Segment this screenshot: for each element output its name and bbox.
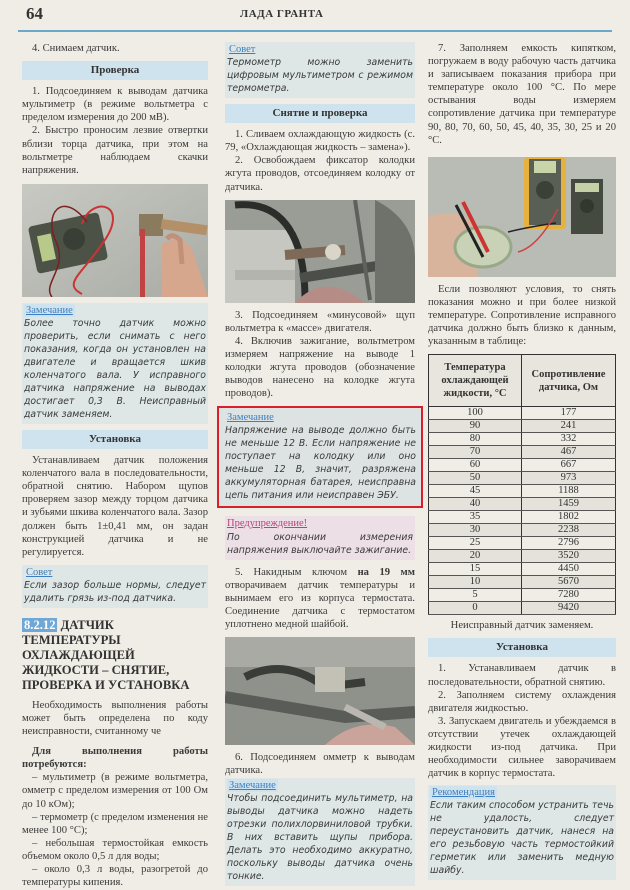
note-1-label: Замечание: [26, 304, 73, 316]
step-5-pre: 5. Накидным ключом: [235, 566, 358, 578]
cell-temperature: 25: [429, 537, 522, 550]
table-row: [429, 459, 616, 472]
cell-resistance: 5670: [522, 576, 616, 589]
photo-harness-connector: [225, 200, 415, 303]
highlighted-note: [217, 406, 423, 508]
recommendation-text: Если таким способом устранить течь не удалость, следует переустановить датчик, нанеся на его резьбовую часть термостойкий герметик или заменить медную шайбу.: [430, 800, 614, 877]
warning-text: По окончании измерения напряжения выключайте зажигание.: [227, 531, 413, 556]
sensor-removal-photo-image: [225, 637, 415, 745]
warning: [225, 516, 415, 559]
cell-resistance: 1459: [522, 498, 616, 511]
check-step-2: 2. Быстро проносим лезвие отвертки вблизи торца датчика, при этом на вольтметре наблюдаем скачки напряжения.: [22, 125, 208, 176]
note-1-text: Более точно датчик можно проверить, если снимать с него показания, когда он установлен на двигателе и вращается шкив коленчатого вала. У исправного датчика напряжение на выводах достигает 0,3 В. Неисправный датчик заменяем.: [24, 317, 206, 420]
table-row: [429, 433, 616, 446]
photo-multimeter-sensor: [22, 184, 208, 297]
table-row: [429, 485, 616, 498]
cell-resistance: 7280: [522, 589, 616, 602]
install-step-2: 2. Заполняем систему охлаждения двигателя жидкостью.: [428, 689, 616, 714]
recommendation: [428, 785, 616, 880]
cell-resistance: 467: [522, 446, 616, 459]
cell-temperature: 70: [429, 446, 522, 459]
step-5-post: отворачиваем датчик температуры и вынимаем его из корпуса термостата. Соединение датчика с термостатом уплотнено медной шайбой.: [225, 579, 415, 630]
tip-1-label: Совет: [26, 566, 53, 578]
column-header-temperature: Температура охлаждающей жидкости, °С: [429, 355, 522, 407]
page-number: 64: [26, 4, 43, 23]
removal-step-2: 2. Освобождаем фиксатор колодки жгута проводов, отсоединяем колодку от датчика.: [225, 155, 415, 193]
table-row: [429, 537, 616, 550]
table-row: [429, 420, 616, 433]
install-step-1: 1. Устанавливаем датчик в последовательности, обратной снятию.: [428, 663, 616, 688]
middle-column: [225, 42, 415, 890]
cell-temperature: 90: [429, 420, 522, 433]
removal-step-5: [225, 566, 415, 631]
cell-resistance: 4450: [522, 563, 616, 576]
table-row: [429, 602, 616, 615]
cell-temperature: 15: [429, 563, 522, 576]
removal-step-3: 3. Подсоединяем «минусовой» щуп вольтметра к «массе» двигателя.: [225, 309, 415, 334]
cell-resistance: 332: [522, 433, 616, 446]
table-body: [429, 407, 616, 615]
column-header-resistance: Сопротивление датчика, Ом: [522, 355, 616, 407]
cell-temperature: 40: [429, 498, 522, 511]
tool-item: – мультиметр (в режиме вольтметра, омметр с пределом измерения от 100 Ом до 10 кОм);: [22, 772, 208, 810]
right-column: [428, 42, 616, 884]
step-4: 4. Снимаем датчик.: [32, 43, 120, 54]
multimeter-photo-image: [22, 184, 208, 297]
replace-text: Неисправный датчик заменяем.: [450, 620, 594, 632]
tip-2-text: Термометр можно заменить цифровым мультиметром с режимом термометра.: [227, 57, 413, 95]
cell-temperature: 45: [429, 485, 522, 498]
cell-temperature: 0: [429, 602, 522, 615]
table-row: [429, 511, 616, 524]
tip-1: [22, 565, 208, 608]
cell-resistance: 9420: [522, 602, 616, 615]
photo-water-test: [428, 157, 616, 277]
running-title: ЛАДА ГРАНТА: [240, 8, 324, 20]
table-row: [429, 524, 616, 537]
cell-temperature: 60: [429, 459, 522, 472]
cell-resistance: 3520: [522, 550, 616, 563]
tools-heading: Для выполнения работы потребуются:: [22, 746, 208, 771]
table-row: [429, 563, 616, 576]
table-row: [429, 498, 616, 511]
tool-item: – около 0,3 л воды, разогретой до температуры кипения.: [22, 864, 208, 889]
cell-resistance: 1188: [522, 485, 616, 498]
cell-temperature: 20: [429, 550, 522, 563]
tool-item: – небольшая термостойкая емкость объемом около 0,5 л для воды;: [22, 837, 208, 862]
removal-step-1: 1. Сливаем охлаждающую жидкость (с. 79, «Охлаждающая жидкость – замена»).: [225, 129, 415, 154]
intro-text: Необходимость выполнения работы может быть определена по коду неисправности, считанному че: [22, 699, 208, 738]
step-5-bold: на 19 мм: [357, 566, 415, 578]
left-column: [22, 42, 208, 889]
table-row: [429, 472, 616, 485]
removal-heading: Снятие и проверка: [225, 104, 415, 123]
table-row: [429, 407, 616, 420]
after-photo-text: Если позволяют условия, то снять показания можно и при более низкой температуре. Сопротивление исправного датчика должно быть близко к данным, указанным в таблице:: [428, 283, 616, 348]
install-text-left: Устанавливаем датчик положения коленчатого вала в последовательности, обратной снятию. Набором щупов проверяем зазор между торцом датчика и зубьями шкива коленчатого вала. Зазор должен быть 1±0,41 мм, он задан конструкцией датчика и не регулируется.: [22, 455, 208, 558]
removal-step-4: 4. Включив зажигание, вольтметром измеряем напряжение на выводе 1 колодки жгута проводов (обозначение выводов нанесено на колодке жгута проводов).: [225, 335, 415, 400]
check-heading: Проверка: [22, 61, 208, 80]
cell-resistance: 667: [522, 459, 616, 472]
cell-temperature: 100: [429, 407, 522, 420]
check-step-1: 1. Подсоединяем к выводам датчика мультиметр (в режиме вольтметра с пределом измерения до 200 мВ).: [22, 86, 208, 124]
note-3-label: Замечание: [229, 780, 276, 792]
cell-resistance: 241: [522, 420, 616, 433]
table-row: [429, 446, 616, 459]
note-3-text: Чтобы подсоединить мультиметр, на выводы датчика можно надеть отрезки полихлорвиниловой трубки. В них вставить щупы прибора. Делать это необходимо аккуратно, поскольку выводы датчика очень тонкие.: [227, 793, 413, 883]
cell-temperature: 10: [429, 576, 522, 589]
table-row: [429, 576, 616, 589]
tool-item: – термометр (с пределом изменения не менее 100 °С);: [22, 811, 208, 836]
removal-step-6: 6. Подсоединяем омметр к выводам датчика.: [225, 751, 415, 777]
cell-resistance: 2238: [522, 524, 616, 537]
cell-temperature: 5: [429, 589, 522, 602]
note-1: [22, 303, 208, 424]
cell-temperature: 80: [429, 433, 522, 446]
recommendation-label: Рекомендация: [432, 787, 495, 799]
connector-photo-image: [225, 200, 415, 303]
note-2-text: Напряжение на выводе должно быть не меньше 12 В. Если напряжение не поступает на колодку или оно меньше 12 В, значит, разряжена аккумуляторная батарея, неисправна цепь питания или неисправен ЭБУ.: [225, 425, 416, 502]
table-row: [429, 589, 616, 602]
section-title: ДАТЧИК ТЕМПЕРАТУРЫ ОХЛАЖДАЮЩЕЙ ЖИДКОСТИ – СНЯТИЕ, ПРОВЕРКА И УСТАНОВКА: [22, 617, 190, 692]
cell-temperature: 30: [429, 524, 522, 537]
tip-1-text: Если зазор больше нормы, следует удалить грязь из-под датчика.: [24, 579, 206, 604]
section-heading: [22, 618, 208, 693]
note-2-label: Замечание: [227, 412, 274, 424]
step-7: 7. Заполняем емкость кипятком, погружаем в воду рабочую часть датчика и записываем показания прибора при температуре около 100 °С. По мере остывания воды измеряем сопротивление датчика при температуре 90, 80, 70, 60, 50, 45, 40, 35, 30, 25 и 20 °С.: [428, 43, 616, 146]
cell-resistance: 973: [522, 472, 616, 485]
resistance-table: [428, 354, 616, 615]
section-number: 8.2.12: [24, 617, 56, 632]
cell-resistance: 1802: [522, 511, 616, 524]
cell-temperature: 35: [429, 511, 522, 524]
cell-resistance: 2796: [522, 537, 616, 550]
cell-resistance: 177: [522, 407, 616, 420]
page-header: [0, 0, 630, 34]
install-heading-right: Установка: [428, 638, 616, 657]
table-row: [429, 550, 616, 563]
cell-temperature: 50: [429, 472, 522, 485]
water-test-photo-image: [428, 157, 616, 277]
install-step-3: 3. Запускаем двигатель и убеждаемся в отсутствии утечек охлаждающей жидкости из-под датчика. При необходимости сильнее заворачиваем датчик в корпус термостата.: [428, 715, 616, 780]
install-heading-left: Установка: [22, 430, 208, 449]
tip-2-label: Совет: [229, 44, 256, 55]
warning-label: Предупреждение!: [227, 518, 308, 530]
photo-sensor-removal: [225, 637, 415, 745]
header-rule: [18, 30, 612, 32]
note-3: [225, 778, 415, 886]
table-header-row: [429, 355, 616, 407]
tip-2: [225, 42, 415, 98]
